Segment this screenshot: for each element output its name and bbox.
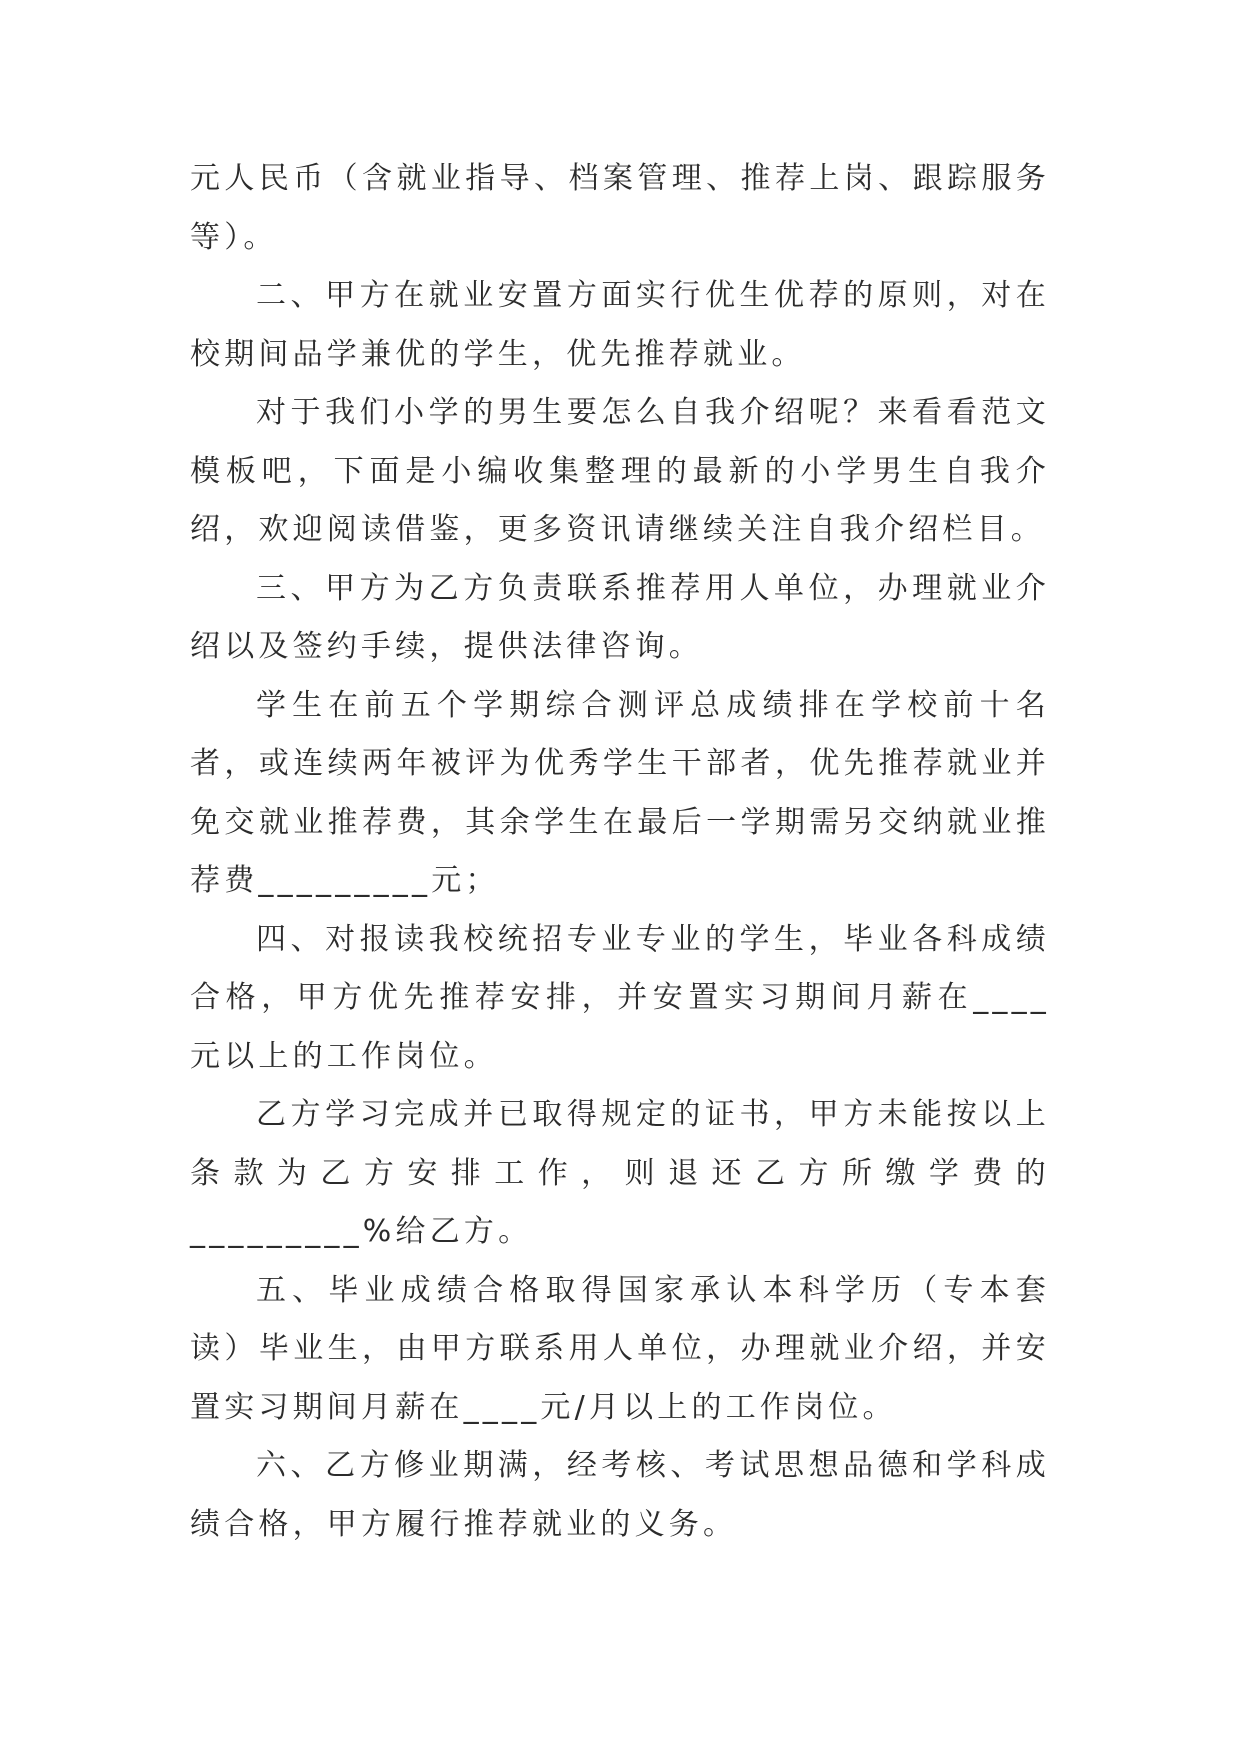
- paragraph-clause-6: 六、乙方修业期满，经考核、考试思想品德和学科成绩合格，甲方履行推荐就业的义务。: [190, 1448, 1050, 1542]
- paragraph-clause-2: 二、甲方在就业安置方面实行优生优荐的原则，对在校期间品学兼优的学生，优先推荐就业。: [190, 278, 1050, 372]
- paragraph-refund: 乙方学习完成并已取得规定的证书，甲方未能按以上条款为乙方安排工作，则退还乙方所缴学费的_________%给乙方。: [190, 1097, 1050, 1249]
- paragraph-top-students: 学生在前五个学期综合测评总成绩排在学校前十名者，或连续两年被评为优秀学生干部者，优先推荐就业并免交就业推荐费，其余学生在最后一学期需另交纳就业推荐费_________元；: [190, 687, 1050, 898]
- paragraph-clause-5: 五、毕业成绩合格取得国家承认本科学历（专本套读）毕业生，由甲方联系用人单位，办理就业介绍，并安置实习期间月薪在____元/月以上的工作岗位。: [190, 1272, 1050, 1425]
- paragraph-clause-4: 四、对报读我校统招专业专业的学生，毕业各科成绩合格，甲方优先推荐安排，并安置实习期间月薪在____元以上的工作岗位。: [190, 921, 1050, 1074]
- document-body: [190, 150, 1050, 1554]
- paragraph-self-intro-note: 对于我们小学的男生要怎么自我介绍呢？来看看范文模板吧，下面是小编收集整理的最新的小学男生自我介绍，欢迎阅读借鉴，更多资讯请继续关注自我介绍栏目。: [190, 395, 1050, 547]
- paragraph-fee-continuation: 元人民币（含就业指导、档案管理、推荐上岗、跟踪服务等）。: [190, 161, 1050, 255]
- paragraph-clause-3: 三、甲方为乙方负责联系推荐用人单位，办理就业介绍以及签约手续，提供法律咨询。: [190, 570, 1050, 664]
